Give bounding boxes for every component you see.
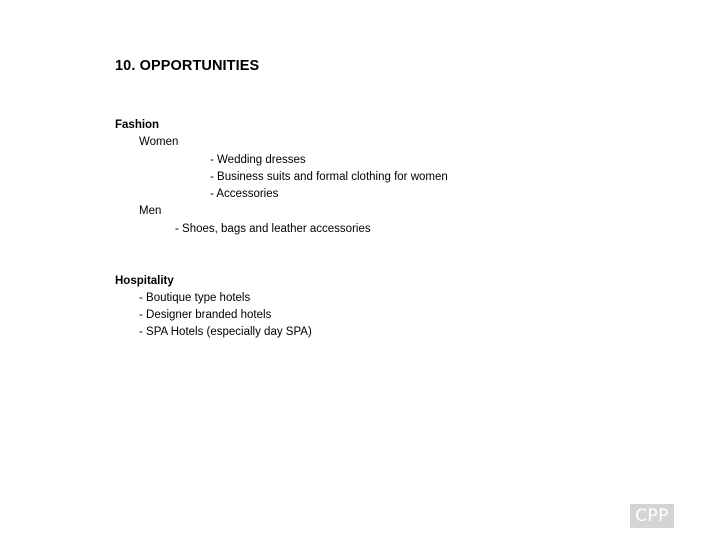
fashion-women-item: - Accessories [210, 188, 279, 200]
fashion-heading: Fashion [115, 119, 160, 131]
hospitality-item: - SPA Hotels (especially day SPA) [139, 326, 312, 338]
fashion-women-item: - Wedding dresses [210, 154, 306, 166]
fashion-women-item: - Business suits and formal clothing for women [210, 171, 448, 183]
fashion-women-label: Women [139, 136, 179, 148]
hospitality-heading: Hospitality [115, 275, 174, 287]
fashion-men-label: Men [139, 205, 162, 217]
cpp-logo [630, 504, 674, 528]
hospitality-item: - Designer branded hotels [139, 309, 272, 321]
cpp-logo-text: CPP [635, 505, 669, 526]
fashion-men-item: - Shoes, bags and leather accessories [175, 223, 371, 235]
slide-title: 10. OPPORTUNITIES [115, 58, 260, 74]
hospitality-item: - Boutique type hotels [139, 292, 251, 304]
